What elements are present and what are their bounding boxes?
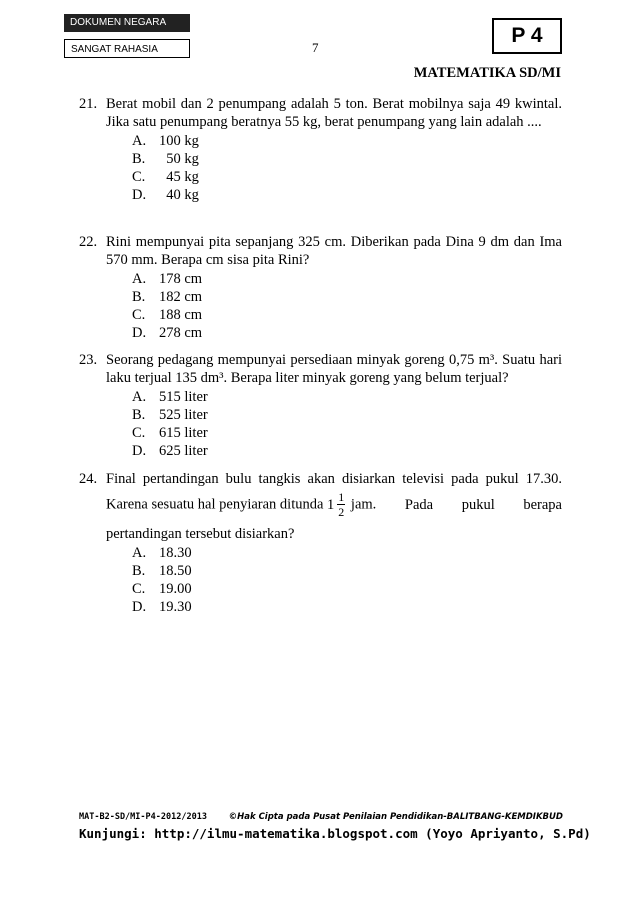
fraction-whole: 1 [327, 496, 335, 513]
question-stem-line: Final pertandingan bulu tangkis akan disiarkan televisi pada pukul 17.30. [106, 471, 562, 487]
answer-option [132, 132, 562, 150]
option-letter: B. [132, 289, 146, 305]
answer-option [132, 288, 562, 306]
fraction-numerator: 1 [338, 490, 345, 504]
fraction-denominator: 2 [338, 505, 345, 519]
answer-option [132, 168, 562, 186]
stem-text [106, 490, 376, 519]
option-letter: A. [132, 389, 147, 405]
answer-option [132, 186, 562, 204]
option-letter: C. [132, 425, 146, 441]
option-text: 188 cm [159, 307, 203, 323]
option-letter: A. [132, 271, 147, 287]
option-text: 178 cm [159, 271, 203, 287]
answer-option [132, 442, 562, 460]
secrecy-label: SANGAT RAHASIA [64, 39, 190, 58]
option-text: 40 kg [159, 187, 199, 203]
answer-option [132, 406, 562, 424]
question-24 [79, 470, 562, 616]
option-text: 18.30 [159, 545, 192, 561]
answer-option [132, 270, 562, 288]
option-text: 525 liter [159, 407, 208, 423]
option-letter: D. [132, 443, 147, 459]
option-text: 278 cm [159, 325, 203, 341]
answer-option [132, 580, 562, 598]
option-letter: B. [132, 151, 146, 167]
question-21 [79, 95, 562, 204]
stem-text-before: Karena sesuatu hal penyiaran ditunda [106, 496, 324, 513]
question-stem: Rini mempunyai pita sepanjang 325 cm. Diberikan pada Dina 9 dm dan Ima 570 mm. Berapa cm sisa pita Rini? [106, 234, 562, 268]
copyright-notice: ©Hak Cipta pada Pusat Penilaian Pendidikan-BALITBANG-KEMDIKBUD [228, 812, 563, 822]
stem-text-after: jam. [350, 496, 377, 513]
answer-option [132, 598, 562, 616]
stem-word: Pada [404, 496, 434, 513]
fraction [337, 490, 345, 519]
mixed-fraction [327, 490, 347, 519]
option-text: 625 liter [159, 443, 208, 459]
option-text: 18.50 [159, 563, 192, 579]
page-number: 7 [312, 40, 319, 55]
option-letter: D. [132, 325, 147, 341]
option-text: 19.00 [159, 581, 192, 597]
option-text: 615 liter [159, 425, 208, 441]
stem-word: pukul [461, 496, 495, 513]
footer-line [79, 812, 563, 822]
option-letter: C. [132, 169, 146, 185]
option-text: 50 kg [159, 151, 199, 167]
option-text: 45 kg [159, 169, 199, 185]
option-letter: B. [132, 563, 146, 579]
answer-option [132, 150, 562, 168]
answer-options [132, 544, 562, 616]
answer-options [132, 388, 562, 460]
option-text: 19.30 [159, 599, 192, 615]
option-text: 182 cm [159, 289, 203, 305]
answer-option [132, 544, 562, 562]
option-letter: C. [132, 581, 146, 597]
visit-website-note: Kunjungi: http://ilmu-matematika.blogspot.com (Yoyo Apriyanto, S.Pd) [79, 826, 591, 841]
option-letter: B. [132, 407, 146, 423]
answer-option [132, 424, 562, 442]
option-letter: D. [132, 599, 147, 615]
question-number: 22. [79, 234, 98, 250]
option-letter: A. [132, 545, 147, 561]
paper-code-box: P 4 [492, 18, 562, 54]
answer-options [132, 132, 562, 204]
answer-options [132, 270, 562, 342]
answer-option [132, 306, 562, 324]
question-stem: Seorang pedagang mempunyai persediaan minyak goreng 0,75 m³. Suatu hari laku terjual 135 dm³. Berapa liter minyak goreng yang belum terjual? [106, 352, 562, 386]
option-text: 100 kg [159, 133, 199, 149]
subject-title: MATEMATIKA SD/MI [413, 65, 561, 81]
option-letter: D. [132, 187, 147, 203]
answer-option [132, 324, 562, 342]
option-text: 515 liter [159, 389, 208, 405]
question-stem-line: pertandingan tersebut disiarkan? [106, 526, 295, 542]
question-stem-line [106, 490, 562, 519]
option-letter: A. [132, 133, 147, 149]
answer-option [132, 562, 562, 580]
question-number: 21. [79, 96, 98, 112]
question-number: 24. [79, 471, 98, 487]
document-code: MAT-B2-SD/MI-P4-2012/2013 [79, 812, 207, 822]
answer-option [132, 388, 562, 406]
question-stem: Berat mobil dan 2 penumpang adalah 5 ton. Berat mobilnya saja 49 kwintal. Jika satu penumpang beratnya 55 kg, berat penumpang yang lain adalah .... [106, 96, 562, 130]
question-22 [79, 233, 562, 342]
question-23 [79, 351, 562, 460]
stem-word: berapa [523, 496, 562, 513]
option-letter: C. [132, 307, 146, 323]
question-number: 23. [79, 352, 98, 368]
document-classification-label: DOKUMEN NEGARA [64, 14, 190, 32]
